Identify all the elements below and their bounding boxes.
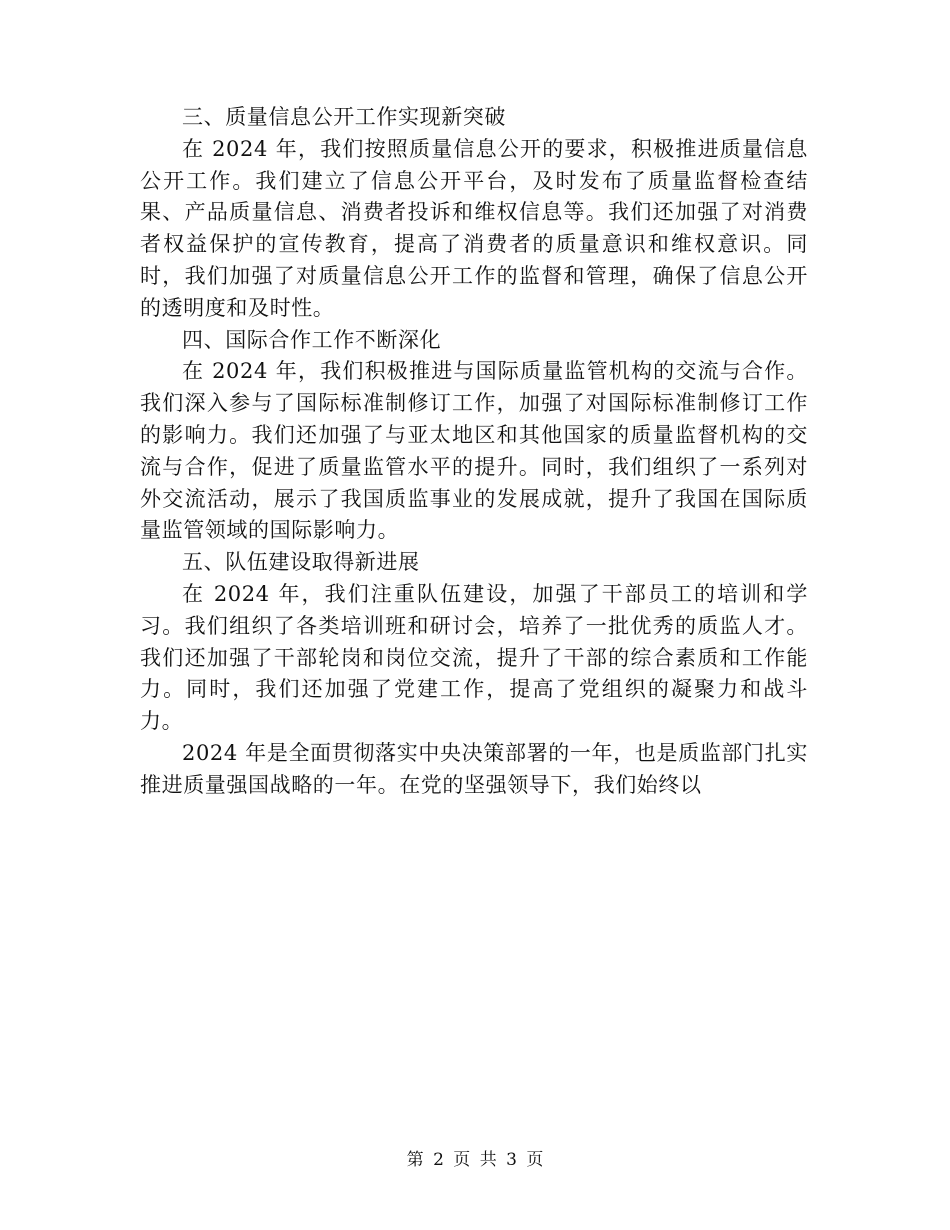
paragraph-international-cooperation: 在 2024 年，我们积极推进与国际质量监管机构的交流与合作。我们深入参与了国际标准制修订工作，加强了对国际标准制修订工作的影响力。我们还加强了与亚太地区和其他国家的质量监督机构的交流与合作，促进了质量监管水平的提升。同时，我们组织了一系列对外交流活动，展示了我国质监事业的发展成就，提升了我国在国际质量监管领域的国际影响力。: [140, 359, 808, 543]
page-number-footer: 第 2 页 共 3 页: [406, 1150, 544, 1170]
paragraph-team-building: 在 2024 年，我们注重队伍建设，加强了干部员工的培训和学习。我们组织了各类培训班和研讨会，培养了一批优秀的质监人才。我们还加强了干部轮岗和岗位交流，提升了干部的综合素质和工作能力。同时，我们还加强了党建工作，提高了党组织的凝聚力和战斗力。: [140, 581, 808, 734]
section-heading-4: 四、国际合作工作不断深化: [182, 327, 442, 352]
document-body: [140, 102, 808, 802]
paragraph-summary: 2024 年是全面贯彻落实中央决策部署的一年，也是质监部门扎实推进质量强国战略的一年。在党的坚强领导下，我们始终以: [140, 740, 808, 797]
section-heading-3: 三、质量信息公开工作实现新突破: [182, 105, 506, 129]
paragraph-info-disclosure: 在 2024 年，我们按照质量信息公开的要求，积极推进质量信息公开工作。我们建立了信息公开平台，及时发布了质量监督检查结果、产品质量信息、消费者投诉和维权信息等。我们还加强了对消费者权益保护的宣传教育，提高了消费者的质量意识和维权意识。同时，我们加强了对质量信息公开工作的监督和管理，确保了信息公开的透明度和及时性。: [140, 136, 808, 320]
section-heading-5: 五、队伍建设取得新进展: [182, 550, 420, 575]
